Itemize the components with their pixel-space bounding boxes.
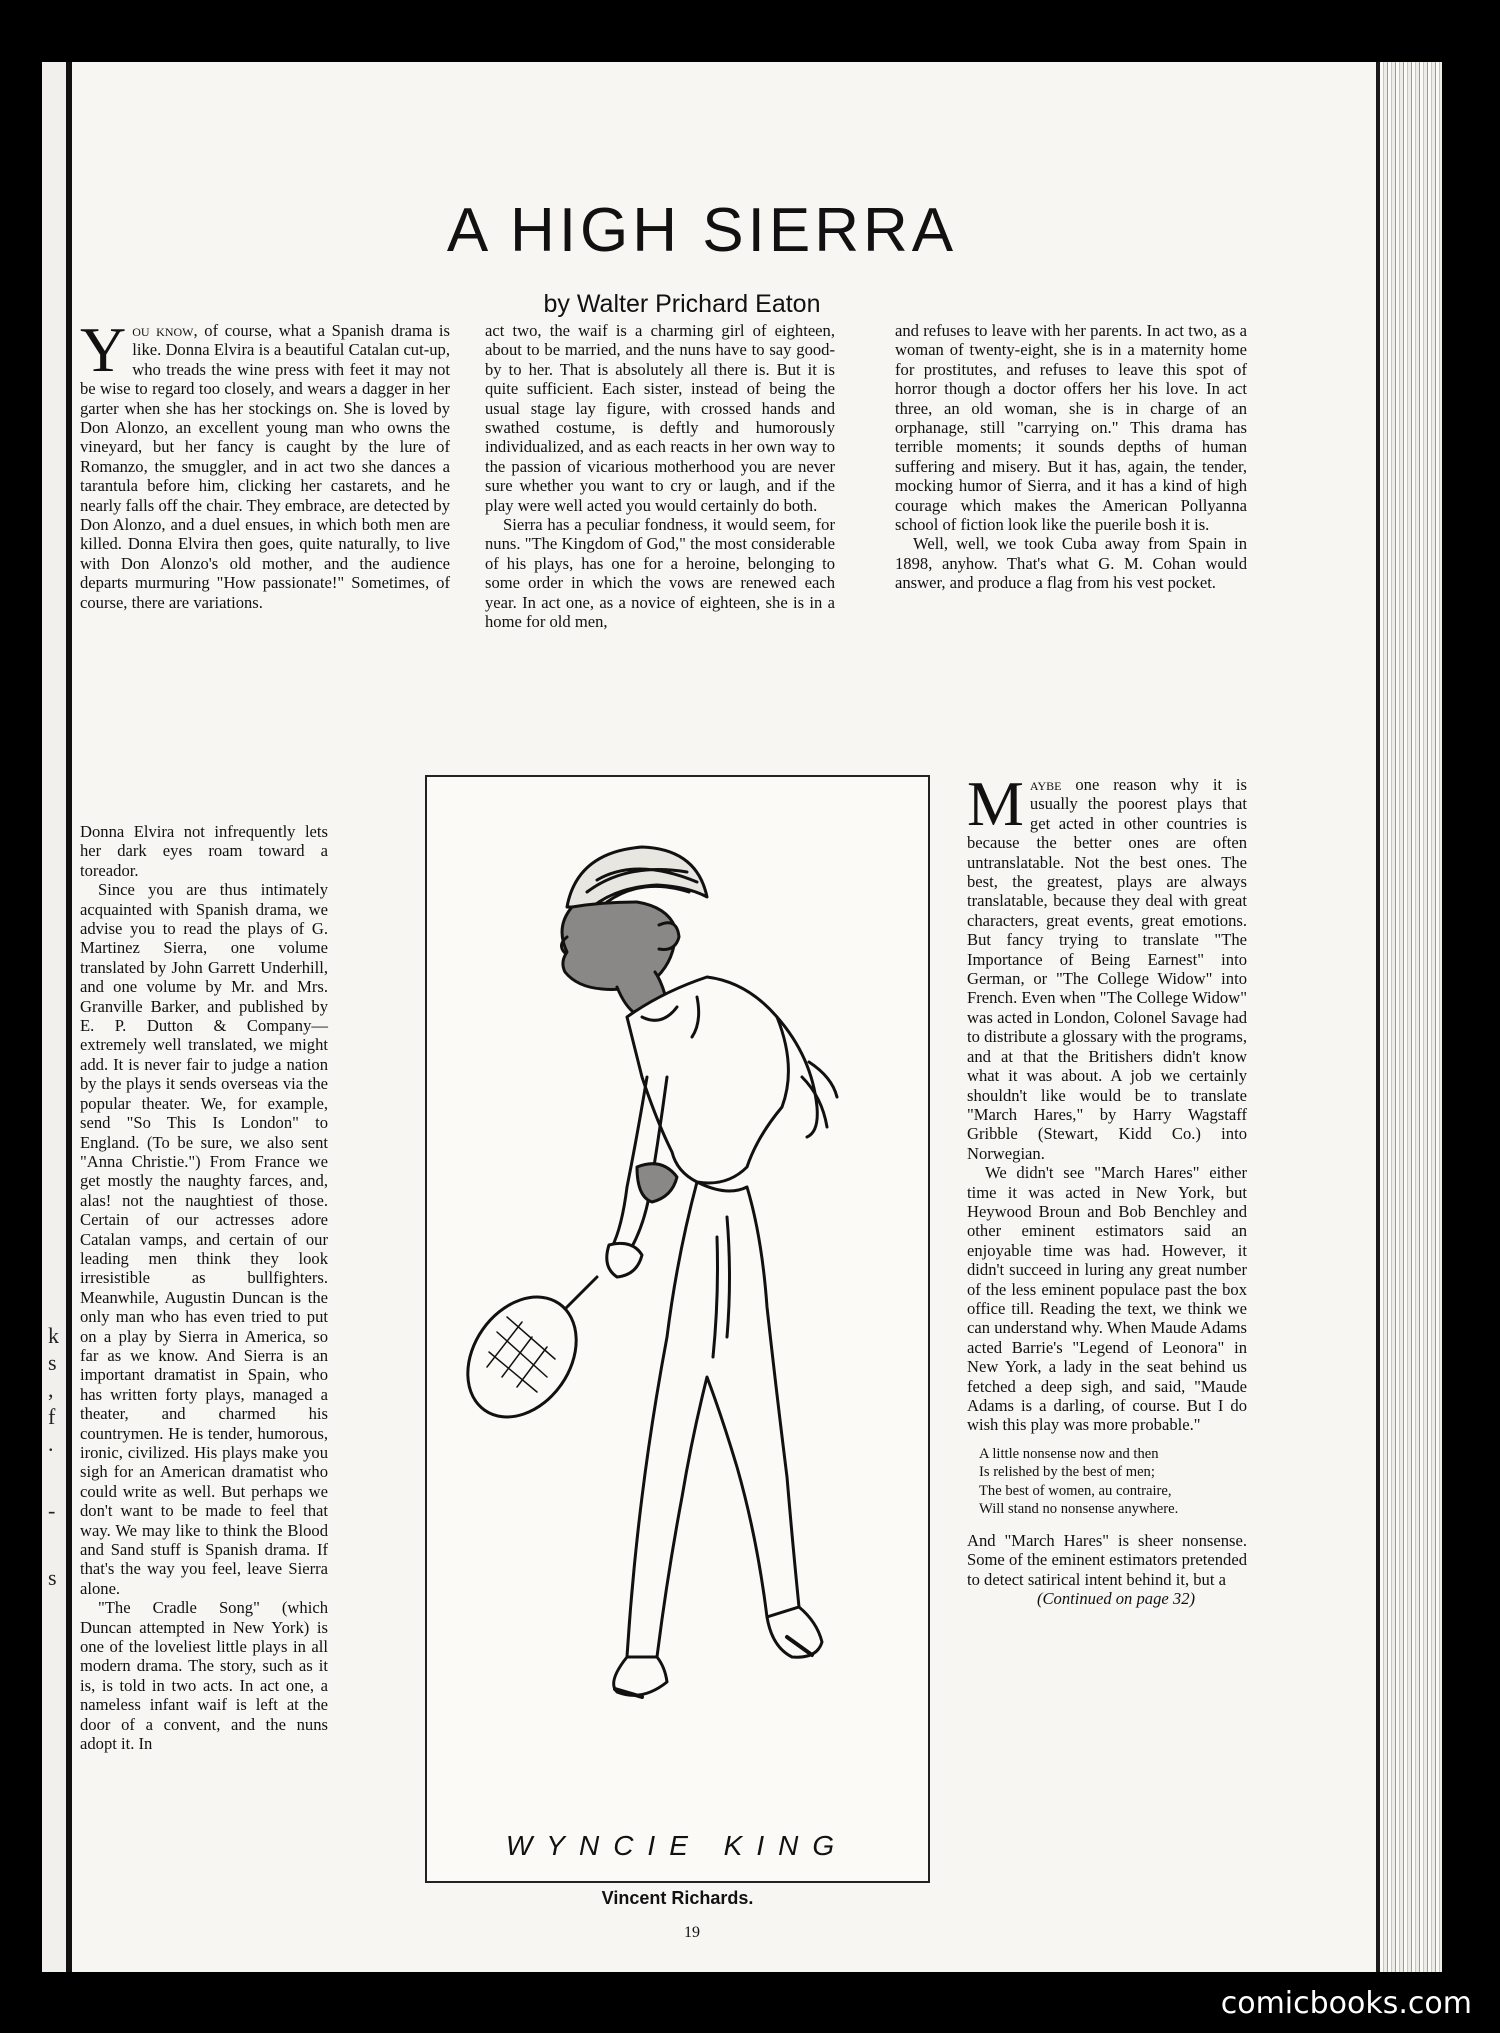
drop-cap: M <box>967 768 1024 839</box>
page-number: 19 <box>684 1924 700 1941</box>
poem-quote <box>979 1445 1247 1519</box>
column-2-top <box>485 321 835 632</box>
paragraph: Since you are thus intimately acquainted with Spanish drama, we advise you to read the plays of G. Martinez Sierra, one volume translated by John Garrett Underhill, and one volume by Mr. and Mrs. Granville Barker, and published by E. P. Dutton & Company—extremely well translated, we might add. It is never fair to judge a nation by the plays it sends overseas via the popular theater. We, for example, send "So This Is London" to England. (To be sure, we also sent "Anna Christie.") From France we get mostly the naughty farces, and, alas! not the naughtiest of those. Certain of our actresses adore Catalan vamps, and certain of our leading men think they look irresistible as bullfighters. Meanwhile, Augustin Duncan is the only man who has even tried to put on a play by Sierra in America, so far as we know. And Sierra is an important dramatist in Spain, who has written forty plays, managed a theater, and charmed his countrymen. He is tender, humorous, ironic, civilized. His plays make you sigh for an American dramatist who could write as well. But perhaps we don't want to be made to feel that way. We may like to think the Blood and Sand stuff is Spanish drama. If that's the way you feel, leave Sierra alone. <box>80 880 328 1598</box>
facing-letter: , <box>48 1377 54 1402</box>
paragraph: Sierra has a peculiar fondness, it would seem, for nuns. "The Kingdom of God," the most considerable of his plays, has one for a heroine, belonging to some order in which the vows are renewed each year. In act one, as a novice of eighteen, she is in a home for old men, <box>485 515 835 632</box>
poem-line: Is relished by the best of men; <box>979 1464 1155 1481</box>
paragraph: act two, the waif is a charming girl of eighteen, about to be married, and the nuns have to say good-by to her. That is absolutely all there is. But it is quite sufficient. Each sister, instead of being the usual stage lay figure, with crossed hands and swathed costume, is deftly and humorously individualized, and as each reacts in her own way to the passion of vicarious motherhood you are never sure whether you want to cry or laugh, and if the play were well acted you would certainly do both. <box>485 321 835 515</box>
book-page-edges <box>1380 62 1442 1972</box>
illustration-caption: Vincent Richards. <box>601 1888 754 1908</box>
paragraph-text: of course, what a Spanish drama is like. Donna Elvira is a beautiful Catalan cut-up, who treads the wine press with feet it may not be wise to regard too closely, and wears a dagger in her garter when she has her stockings on. She is loved by Don Alonzo, an excellent young man who owns the vineyard, but her fancy is caught by the lure of Romanzo, the smuggler, and in act two she dances a tarantula before him, clicking her castarets, and he nearly falls off the chair. They embrace, are detected by Don Alonzo, and a duel ensues, in which both men are killed. Donna Elvira then goes, quite naturally, to live with Don Alonzo's old mother, and the audience departs murmuring "How passionate!" Sometimes, of course, there are variations. <box>80 321 450 612</box>
poem-line: A little nonsense now and then <box>979 1445 1159 1462</box>
column-1-bottom <box>80 822 328 1754</box>
caricature-drawing <box>427 777 932 1885</box>
continued-note: (Continued on page 32) <box>1036 1589 1196 1609</box>
paragraph <box>967 768 1247 1163</box>
facing-letter: k <box>48 1323 59 1348</box>
article-title: A HIGH SIERRA <box>446 196 958 265</box>
paragraph: Well, well, we took Cuba away from Spain in 1898, anyhow. That's what G. M. Cohan would answer, and produce a flag from his vest pocket. <box>895 534 1247 593</box>
site-watermark: comicbooks.com <box>1220 1986 1472 2021</box>
paragraph: and refuses to leave with her parents. In act two, as a woman of twenty-eight, she is in a maternity home for prostitutes, and refuses to leave this spot of horror though a doctor offers her his love. In act three, an old woman, she is in charge of an orphanage, still "carrying on." This drama has terrible moments; it sounds depths of human suffering and misery. But it has, again, the tender, mocking humor of Sierra, and it has a kind of high courage which makes the American Pollyanna school of fiction look like the puerile bosh it is. <box>895 321 1247 535</box>
column-3-top <box>895 321 1247 593</box>
paragraph: "The Cradle Song" (which Duncan attempted in New York) is one of the loveliest little plays in all modern drama. The story, such as it is, is told in two acts. In act one, a nameless infant waif is left at the door of a convent, and the nuns adopt it. In <box>80 1598 328 1754</box>
facing-letter: f <box>48 1404 56 1429</box>
magazine-page <box>42 62 1442 1972</box>
column-1-top <box>80 314 450 612</box>
artist-signature: WYNCIE KING <box>505 1830 849 1861</box>
paragraph-text: one reason why it is usually the poorest plays that get acted in other countries is because the better ones are often untranslatable. Not the best ones. The best, the greatest, plays are always translatable, because they deal with great characters, great events, great emotions. But fancy trying to translate "The Importance of Being Earnest" into German, or "The College Widow" into French. Even when "The College Widow" was acted in London, Colonel Savage had to distribute a glossary with the programs, and at that the Britishers didn't know what it was about. A job we certainly shouldn't like would be to translate "March Hares," by Harry Wagstaff Gribble (Stewart, Kidd Co.) into Norwegian. <box>967 775 1247 1163</box>
drop-cap: Y <box>80 314 127 385</box>
facing-letter: - <box>48 1498 56 1523</box>
facing-page-letters <box>48 1322 68 1591</box>
tennis-player-illustration <box>425 775 930 1883</box>
small-caps-lead: ou know, <box>132 321 198 340</box>
column-3-bottom <box>967 768 1247 1609</box>
paragraph: And "March Hares" is sheer nonsense. Some of the eminent estimators pretended to detect satirical intent behind it, but a <box>967 1530 1247 1589</box>
facing-page-edge <box>42 62 72 1972</box>
paragraph <box>80 314 450 612</box>
paragraph: Donna Elvira not infrequently lets her dark eyes roam toward a toreador. <box>80 822 328 880</box>
paragraph: We didn't see "March Hares" either time it was acted in New York, but Heywood Broun and Bob Benchley and other eminent estimators said an enjoyable time was had. However, it didn't succeed in luring any great number of the less eminent populace past the box office till. Reading the text, we think we can understand why. When Maude Adams acted Barrie's "Legend of Leonora" in New York, a lady in the seat behind us fetched a deep sigh, and said, "Maude Adams is a darling, of course. But I do wish this play was more probable." <box>967 1163 1247 1435</box>
facing-letter: s <box>48 1565 57 1590</box>
article-byline: by Walter Prichard Eaton <box>543 290 821 318</box>
facing-letter: . <box>48 1431 54 1456</box>
poem-line: The best of women, au contraire, <box>979 1482 1172 1499</box>
facing-letter: s <box>48 1350 57 1375</box>
poem-line: Will stand no nonsense anywhere. <box>979 1501 1179 1518</box>
small-caps-lead: aybe <box>1029 775 1062 794</box>
